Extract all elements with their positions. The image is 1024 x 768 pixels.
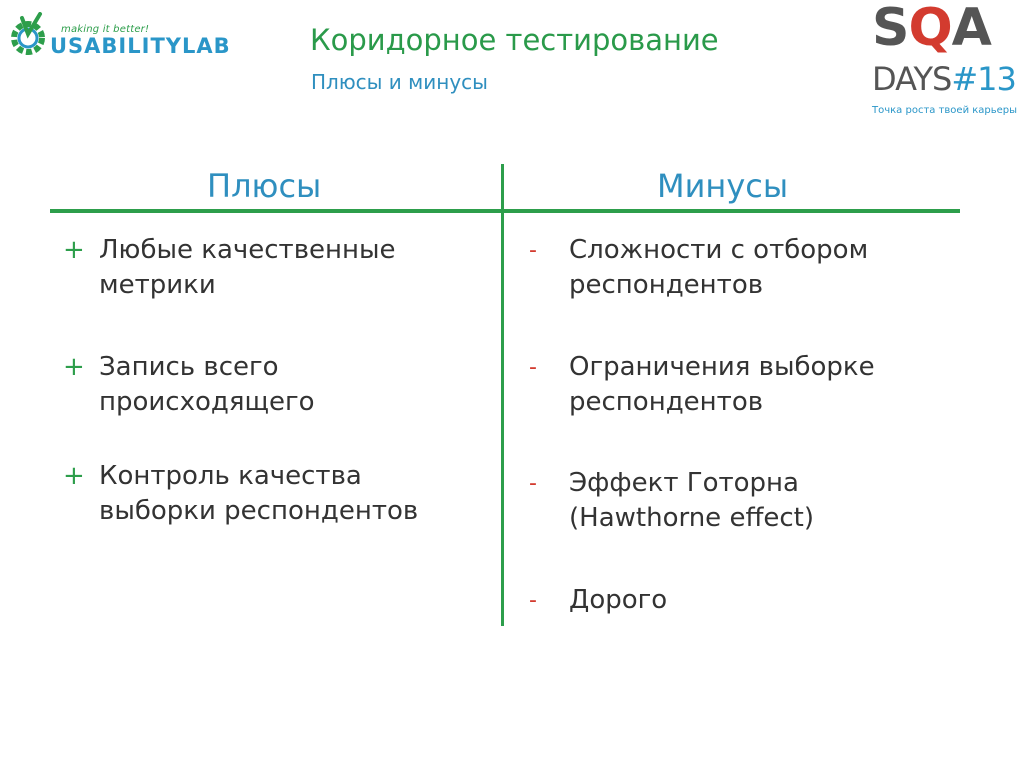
logo-brand: USABILITYLAB xyxy=(50,34,231,58)
cons-item-line: Эффект Готорна xyxy=(569,468,799,498)
plus-icon: + xyxy=(63,352,85,382)
cons-item-line: (Hawthorne effect) xyxy=(569,503,814,533)
header-divider xyxy=(50,209,960,213)
days-label: DAYS xyxy=(872,60,952,98)
plus-icon: + xyxy=(63,461,85,491)
pros-item-line: происходящего xyxy=(99,387,315,417)
cons-item-line: респондентов xyxy=(569,270,764,300)
page-title: Коридорное тестирование xyxy=(310,23,719,57)
cons-item-line: Ограничения выборке xyxy=(569,352,875,382)
pros-item-text xyxy=(99,459,418,529)
minus-icon: - xyxy=(529,588,537,613)
gear-logo-icon xyxy=(6,12,50,60)
usabilitylab-logo xyxy=(6,6,268,64)
minus-icon: - xyxy=(529,471,537,496)
career-tagline: Точка роста твоей карьеры xyxy=(872,105,1018,116)
cons-item-line: Дорого xyxy=(569,585,668,615)
days-number: #13 xyxy=(951,60,1016,98)
cons-heading: Минусы xyxy=(657,167,789,205)
pros-item-line: Запись всего xyxy=(99,352,279,382)
cons-item-line: Сложности с отбором xyxy=(569,235,869,265)
cons-item-line: респондентов xyxy=(569,387,764,417)
pros-item-text xyxy=(99,233,396,303)
cons-item-text xyxy=(569,466,814,536)
logo-tagline: making it better! xyxy=(61,24,150,35)
days-wordmark xyxy=(872,60,1016,98)
minus-icon: - xyxy=(529,355,537,380)
pros-heading: Плюсы xyxy=(207,167,322,205)
pros-item-line: метрики xyxy=(99,270,216,300)
sqa-days-logo xyxy=(868,0,1022,122)
sqa-wordmark xyxy=(872,0,991,58)
pros-item-line: выборки респондентов xyxy=(99,496,419,526)
pros-item-line: Контроль качества xyxy=(99,461,362,491)
pros-item-line: Любые качественные xyxy=(99,235,396,265)
sqa-letter-q: Q xyxy=(908,0,952,58)
page-subtitle: Плюсы и минусы xyxy=(311,70,488,94)
sqa-letter-s: S xyxy=(872,0,909,58)
column-divider xyxy=(501,164,504,626)
cons-item-text xyxy=(569,233,868,303)
plus-icon: + xyxy=(63,235,85,265)
pros-item-text xyxy=(99,350,315,420)
minus-icon: - xyxy=(529,238,537,263)
cons-item-text xyxy=(569,583,667,618)
sqa-letter-a: A xyxy=(951,0,991,58)
cons-item-text xyxy=(569,350,875,420)
